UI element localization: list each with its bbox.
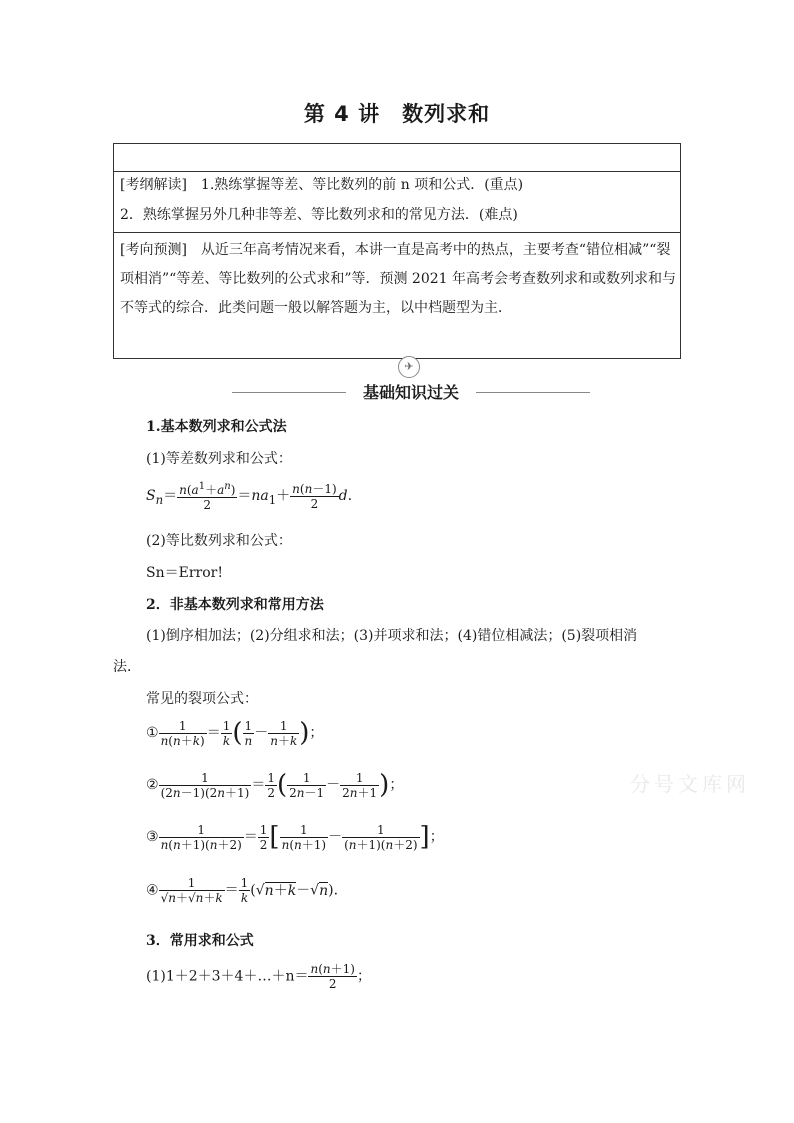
exam-outline-box — [113, 143, 681, 359]
geo-sum-formula: Sn＝Error! — [146, 565, 223, 581]
watermark: 分号文库网 — [630, 772, 750, 796]
arith-sum-label: (1)等差数列求和公式： — [146, 451, 292, 467]
sum-formula-1: (1)1＋2＋3＋4＋…＋n＝ $\frac{n(n+1)}{2}$ ； — [146, 962, 371, 991]
methods-line: (1)倒序相加法；(2)分组求和法；(3)并项求和法；(4)错位相减法；(5)裂项相消 — [146, 628, 638, 644]
arith-sum-formula: $S_n=$ $\frac{n(a^1+a^n)}{2}$ $=na_1+$ $\frac{n(n-1)}{2}$ d. — [146, 481, 353, 512]
section-ornament-icon: ✈ — [398, 356, 420, 378]
geo-sum-label: (2)等比数列求和公式： — [146, 533, 292, 549]
split-formulas-label: 常见的裂项公式： — [146, 691, 258, 707]
section-title: 基础知识过关 — [346, 380, 476, 403]
box-blank-row — [114, 144, 680, 172]
split-formula-3: ③ $\frac{1}{n(n+1)(n+2)}$ ＝ $\frac{1}{2}$ [ $\frac{1}{n(n+1)}$ － $\frac{1}{(n+1)(n+2)}$ ]； — [146, 822, 444, 852]
outline-row — [114, 172, 680, 233]
outline-line-1: [考纲解读] 1.熟练掌握等差、等比数列的前 n 项和公式．(重点) — [120, 177, 524, 193]
methods-line-end: 法． — [113, 659, 141, 675]
outline-line-2: 2．熟练掌握另外几种非等差、等比数列求和的常见方法．(难点) — [120, 207, 518, 223]
split-formula-4: ④ $\frac{1}{√n+√n+k}$ ＝ $\frac{1}{k}$ (√n＋k－√n). — [146, 876, 339, 905]
heading-2: 2．非基本数列求和常用方法 — [146, 597, 324, 613]
sum-formula-1-left: (1)1＋2＋3＋4＋…＋n＝ — [146, 968, 309, 985]
page-title: 第 4 讲 数列求和 — [303, 102, 491, 126]
split-formula-1: ① $\frac{1}{n(n+k)}$ ＝ $\frac{1}{k}$ ( $\frac{1}{n}$ － $\frac{1}{n+k}$ )； — [146, 718, 324, 748]
heading-3: 3．常用求和公式 — [146, 933, 254, 949]
split-formula-2: ② $\frac{1}{(2n-1)(2n+1)}$ ＝ $\frac{1}{2}$ ( $\frac{1}{2n-1}$ － $\frac{1}{2n+1}$ )； — [146, 770, 404, 800]
forecast-paragraph: [考向预测] 从近三年高考情况来看，本讲一直是高考中的热点，主要考查“错位相减”“裂项相消”“等差、等比数列的公式求和”等．预测 2021 年高考会考查数列求和或数列求和与不等式的综合．此类问题一般以解答题为主，以中档题型为主． — [120, 242, 676, 316]
heading-1: 1.基本数列求和公式法 — [146, 419, 287, 435]
